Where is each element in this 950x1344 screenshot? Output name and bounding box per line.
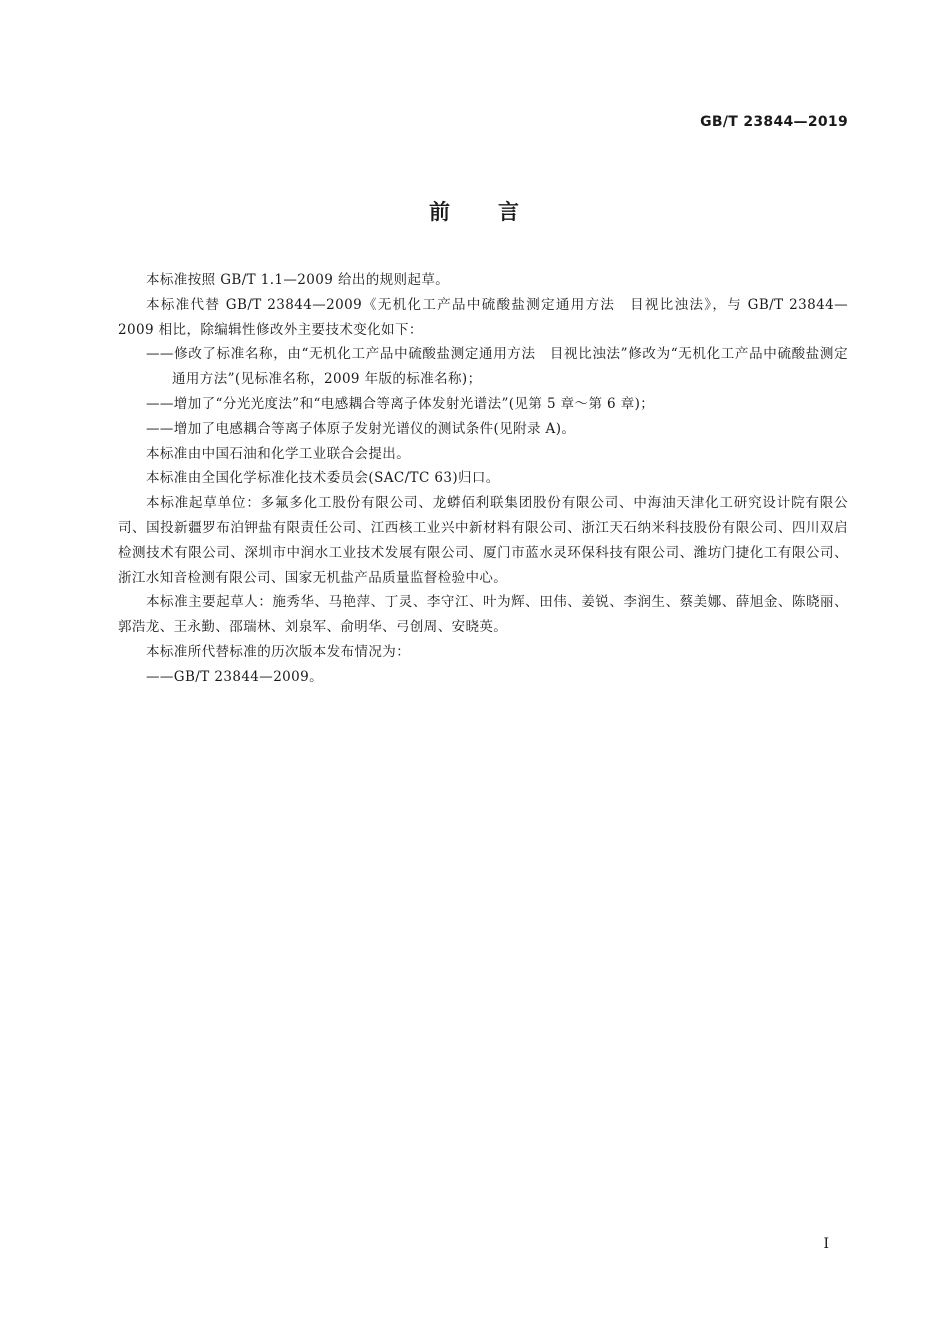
- change-item-annex: ——增加了电感耦合等离子体原子发射光谱仪的测试条件(见附录 A)。: [146, 420, 576, 437]
- page-title: [0, 196, 950, 226]
- change-item-name: ——修改了标准名称，由“无机化工产品中硫酸盐测定通用方法 目视比浊法”修改为“无机化工产品中硫酸盐测定通用方法”(见标准名称，2009 年版的标准名称)；: [146, 346, 848, 388]
- paragraph-drafters: 本标准主要起草人：施秀华、马艳萍、丁灵、李守江、叶为辉、田伟、姜锐、李润生、蔡美娜、薛旭金、陈晓丽、郭浩龙、王永勤、邵瑞林、刘泉军、俞明华、弓创周、安晓英。: [118, 594, 848, 636]
- paragraph-history: 本标准所代替标准的历次版本发布情况为：: [146, 643, 411, 660]
- paragraph-drafting-units: 本标准起草单位：多氟多化工股份有限公司、龙蟒佰利联集团股份有限公司、中海油天津化工研究设计院有限公司、国投新疆罗布泊钾盐有限责任公司、江西核工业兴中新材料有限公司、浙江天石纳米科技股份有限公司、四川双启检测技术有限公司、深圳市中润水工业技术发展有限公司、厦门市蓝水灵环保科技有限公司、潍坊门捷化工有限公司、浙江水知音检测有限公司、国家无机盐产品质量监督检验中心。: [118, 495, 848, 586]
- paragraph-committee: 本标准由全国化学标准化技术委员会(SAC/TC 63)归口。: [146, 470, 500, 487]
- standard-code: GB/T 23844—2019: [700, 114, 848, 130]
- history-item: ——GB/T 23844—2009。: [146, 668, 324, 685]
- foreword-body: [118, 268, 848, 690]
- title-char-1: 前: [429, 200, 452, 224]
- change-item-methods: ——增加了“分光光度法”和“电感耦合等离子体发射光谱法”(见第 5 章～第 6 章)；: [146, 395, 655, 412]
- title-char-2: 言: [498, 200, 521, 224]
- paragraph-drafting-rules: 本标准按照 GB/T 1.1—2009 给出的规则起草。: [146, 272, 450, 288]
- page-number: I: [823, 1236, 829, 1252]
- paragraph-replaces: 本标准代替 GB/T 23844—2009《无机化工产品中硫酸盐测定通用方法 目视比浊法》，与 GB/T 23844—2009 相比，除编辑性修改外主要技术变化如下：: [118, 296, 848, 338]
- paragraph-proposed-by: 本标准由中国石油和化学工业联合会提出。: [146, 445, 411, 462]
